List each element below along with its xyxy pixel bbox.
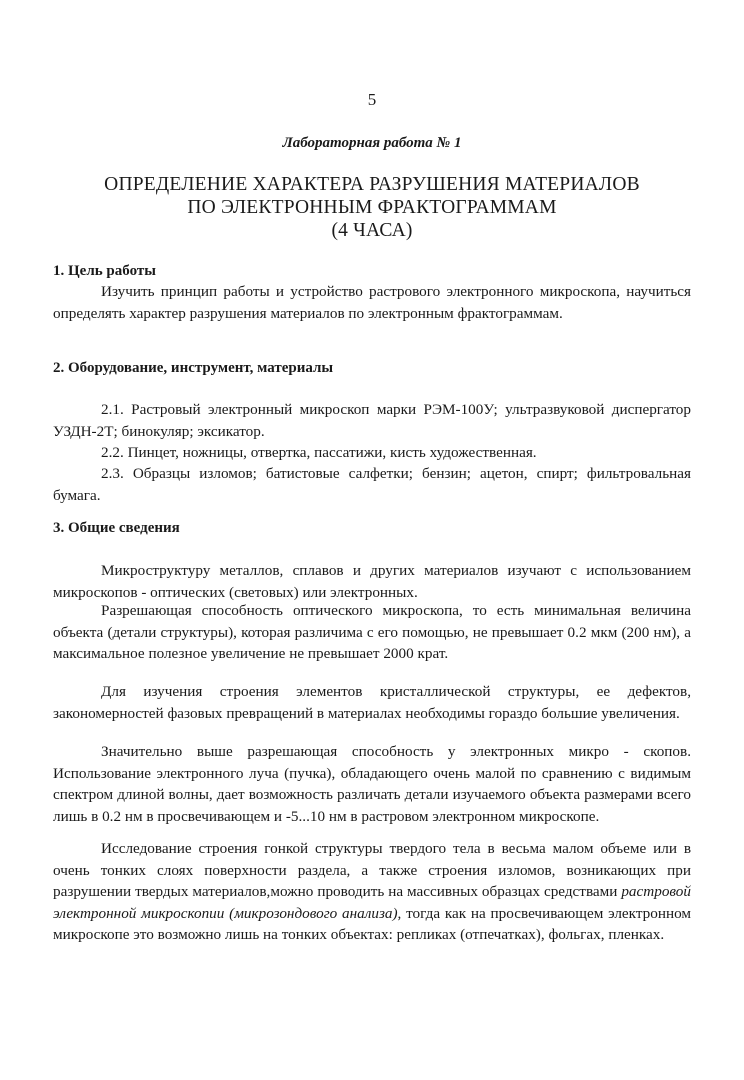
lab-heading: Лабораторная работа № 1: [282, 135, 462, 151]
equipment-item-1: 2.1. Растровый электронный микроскоп марки РЭМ-100У; ультразвуковой диспергатор УЗДН-2Т; бинокуляр; эксикатор.: [53, 401, 691, 440]
section-1-heading: 1. Цель работы: [53, 263, 156, 279]
title-line-2: ПО ЭЛЕКТРОННЫМ ФРАКТОГРАММАМ: [187, 197, 557, 218]
section-1-text: Изучить принцип работы и устройство растрового электронного микроскопа, научиться определять характер разрушения материалов по электронным фрактограммам.: [53, 283, 691, 322]
title-line-3: (4 ЧАСА): [331, 220, 413, 241]
general-info-paragraph-1: Микроструктуру металлов, сплавов и других материалов изучают с использованием микроскопов - оптических (световых) или электронных.: [53, 562, 691, 601]
paragraph-5-italic-term: растровой электронной микроскопии (микрозондового анализа): [53, 883, 691, 922]
equipment-item-2: 2.2. Пинцет, ножницы, отвертка, пассатижи, кисть художественная.: [101, 444, 537, 461]
title-line-1: ОПРЕДЕЛЕНИЕ ХАРАКТЕРА РАЗРУШЕНИЯ МАТЕРИАЛОВ: [104, 174, 640, 195]
general-info-paragraph-2: Разрешающая способность оптического микроскопа, то есть минимальная величина объекта (детали структуры), которая различима с его помощью, не превышает 0.2 мкм (200 нм), а максимальное полезное увеличение не превышает 2000 крат.: [53, 602, 691, 663]
document-title: [0, 173, 744, 242]
paragraph-5-text-b: , тогда как на просвечивающем электронном микроскопе это возможно лишь на тонких объектах: репликах (отпечатках), фольгах, пленках.: [53, 904, 692, 944]
section-2-heading: 2. Оборудование, инструмент, материалы: [53, 360, 334, 376]
general-info-paragraph-3: Для изучения строения элементов кристаллической структуры, ее дефектов, закономерностей фазовых превращений в материалах необходимы гораздо большие увеличения.: [53, 683, 691, 722]
paragraph-5-text-a: Исследование строения гонкой структуры твердого тела в весьма малом объеме или в очень тонких слоях поверхности раздела, а также строения изломов, возникающих при разрушении твердых материалов,можно проводить на массивных образцах средствами: [53, 840, 691, 901]
section-3-heading: 3. Общие сведения: [53, 520, 180, 536]
general-info-paragraph-4: Значительно выше разрешающая способность у электронных микро - скопов. Использование электронного луча (пучка), обладающего очень малой по сравнению с видимым спектром длиной волны, дает возможность различать детали изучаемого объекта размерами всего лишь в 0.2 нм в просвечивающем и -5...10 нм в растровом электронном микроскопе.: [53, 743, 691, 825]
general-info-paragraph-5: [53, 838, 691, 946]
equipment-item-3: 2.3. Образцы изломов; батистовые салфетки; бензин; ацетон, спирт; фильтровальная бумага.: [53, 465, 691, 504]
page-number: 5: [367, 90, 377, 109]
